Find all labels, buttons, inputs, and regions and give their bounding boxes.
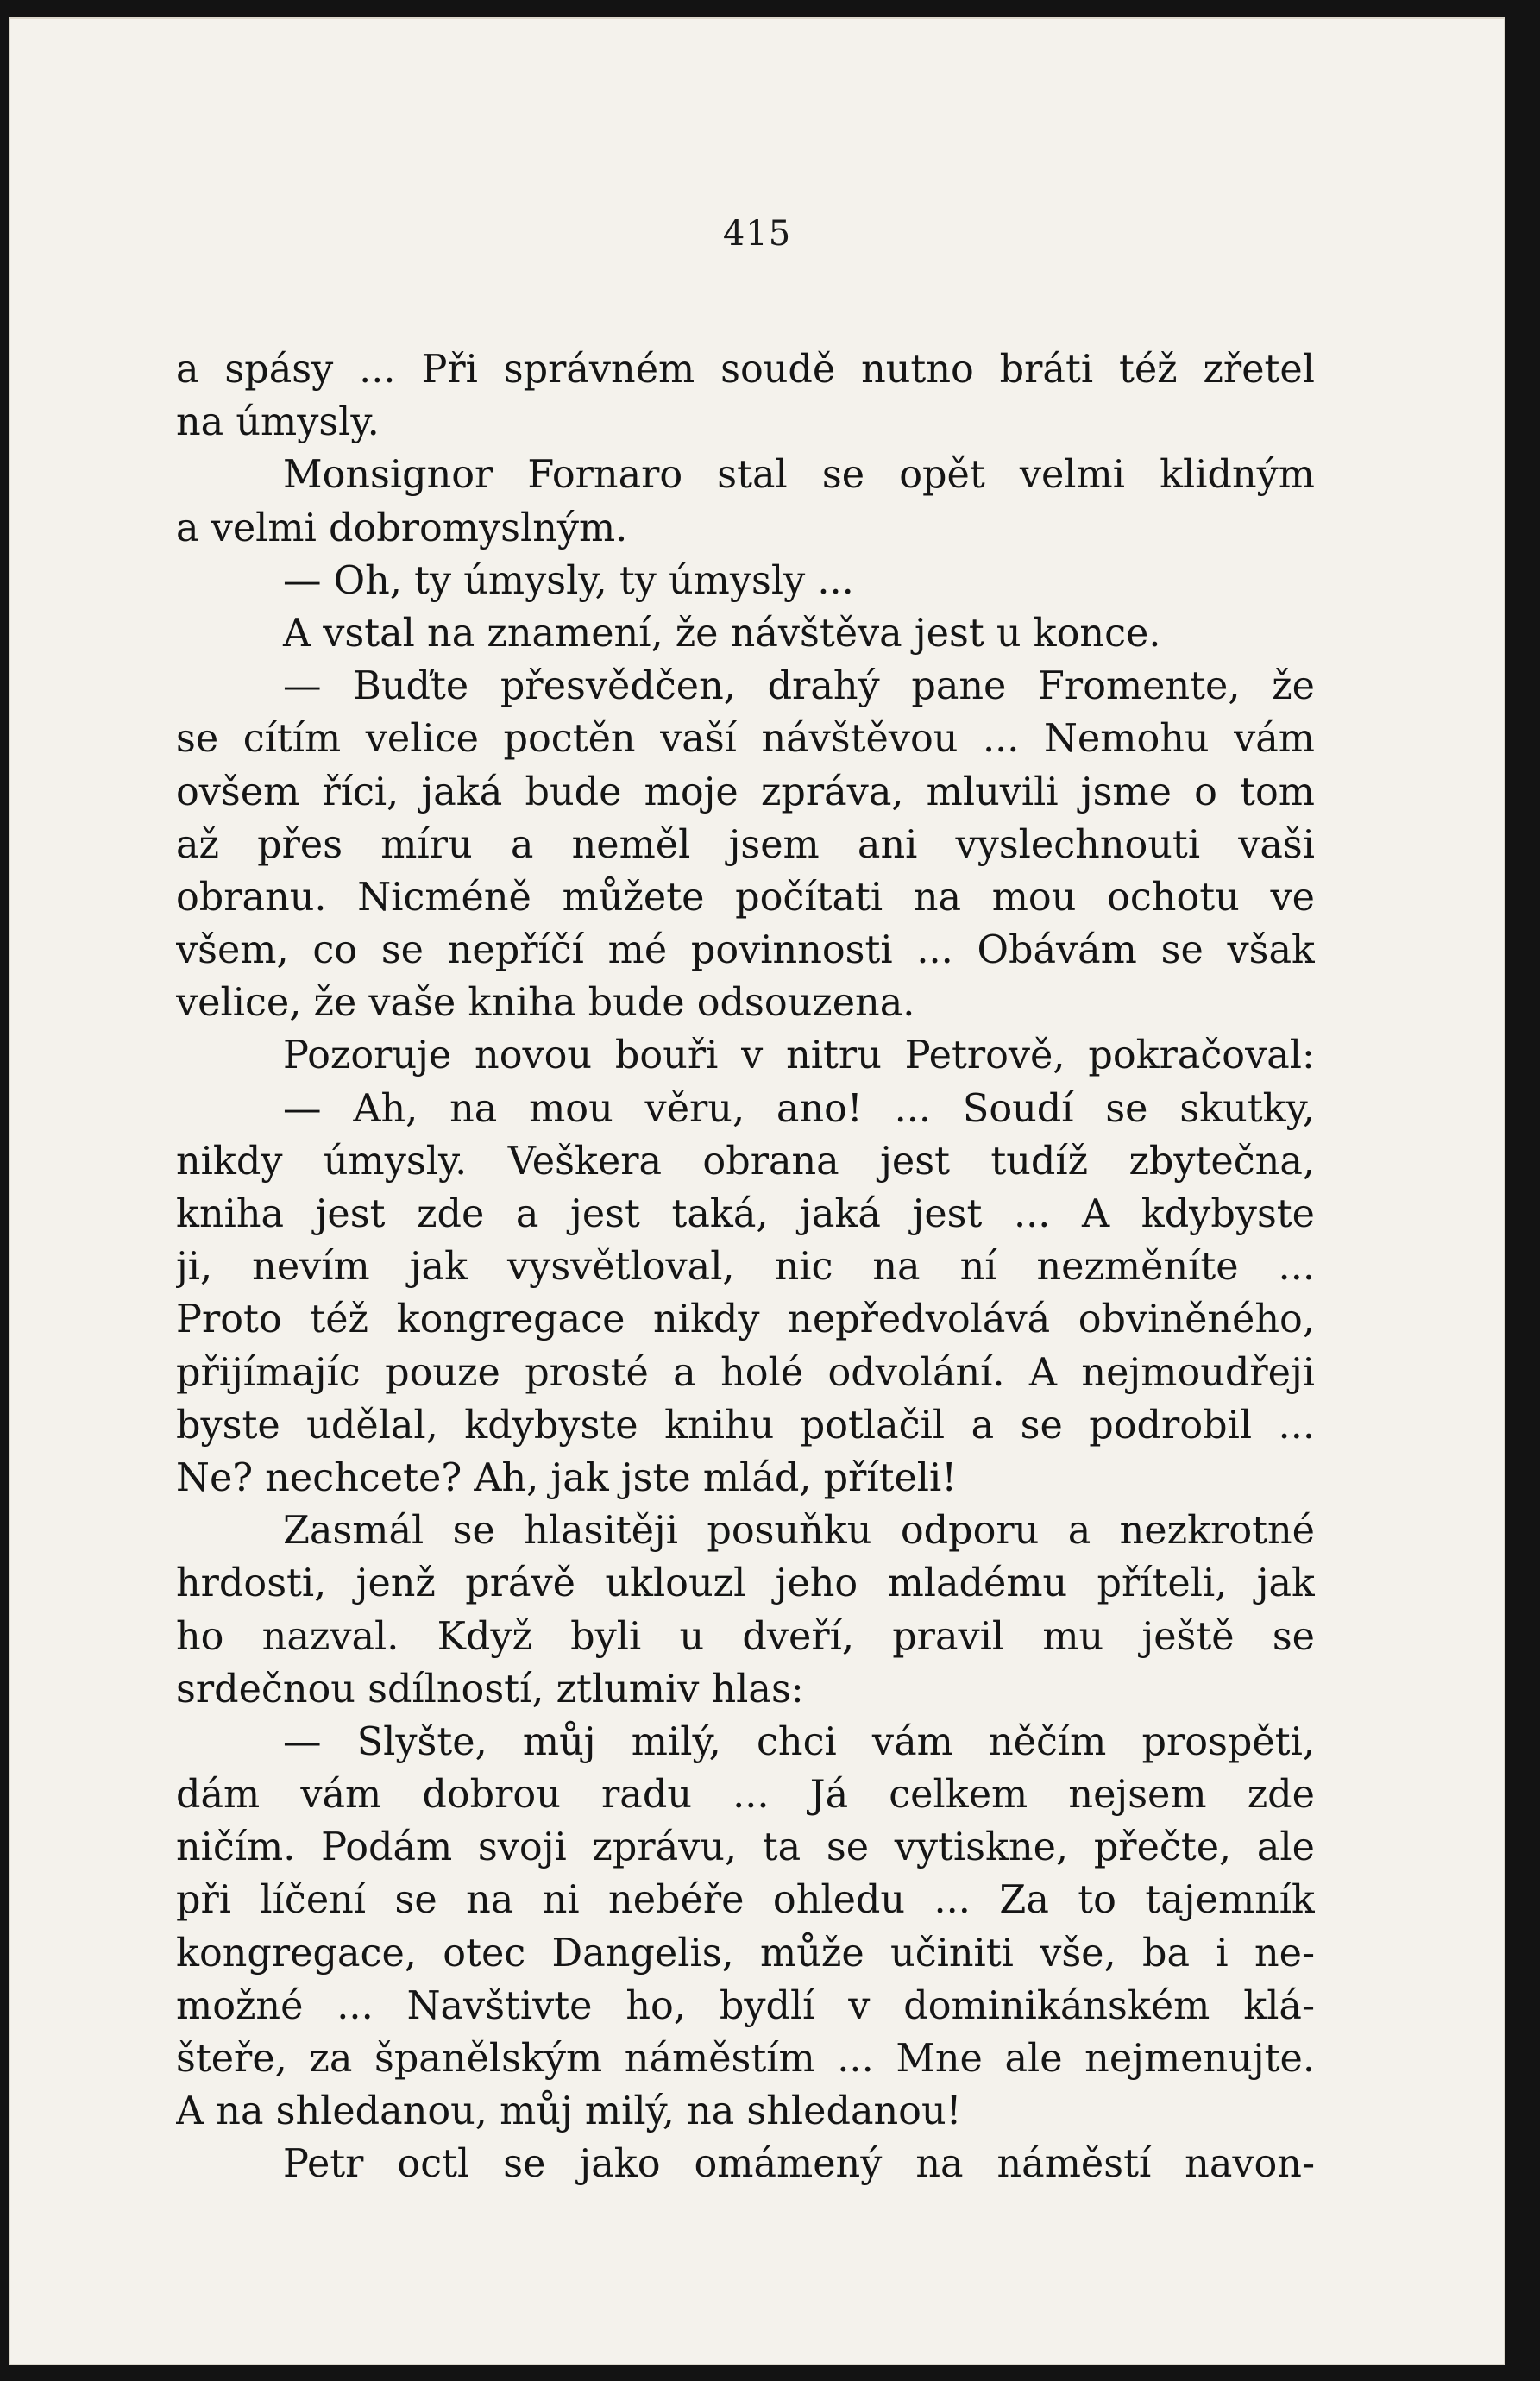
- text-line: šteře, za španělským náměstím ... Mne ale nejmenujte.: [176, 2037, 1315, 2081]
- text-line: velice, že vaše kniha bude odsouzena.: [176, 981, 915, 1026]
- text-line: ji, nevím jak vysvětloval, nic na ní nezměníte ...: [176, 1245, 1315, 1290]
- text-line: na úmysly.: [176, 400, 380, 445]
- text-line: se cítím velice poctěn vaší návštěvou ... Nemohu vám: [176, 717, 1315, 762]
- text-line: možné ... Navštivte ho, bydlí v dominikánském klá-: [176, 1983, 1315, 2028]
- text-line: Petr octl se jako omámený na náměstí navon-: [283, 2142, 1315, 2187]
- text-line: Pozoruje novou bouři v nitru Petrově, pokračoval:: [283, 1033, 1315, 1078]
- text-line: nikdy úmysly. Veškera obrana jest tudíž zbytečna,: [176, 1139, 1315, 1184]
- text-line: všem, co se nepříčí mé povinnosti ... Obávám se však: [176, 928, 1315, 973]
- body-text: [176, 343, 1315, 2191]
- text-line: kniha jest zde a jest taká, jaká jest ... A kdybyste: [176, 1192, 1315, 1236]
- text-line: obranu. Nicméně můžete počítati na mou ochotu ve: [176, 875, 1315, 920]
- text-line: A vstal na znamení, že návštěva jest u konce.: [283, 611, 1161, 656]
- page-number: 415: [722, 214, 792, 254]
- text-line: hrdosti, jenž právě uklouzl jeho mladému příteli, jak: [176, 1561, 1315, 1606]
- text-line: a spásy ... Při správném soudě nutno bráti též zřetel: [176, 348, 1315, 392]
- text-line: A na shledanou, můj milý, na shledanou!: [176, 2089, 962, 2134]
- text-line: Zasmál se hlasitěji posuňku odporu a nezkrotné: [283, 1509, 1315, 1554]
- text-line: až přes míru a neměl jsem ani vyslechnouti vaši: [176, 822, 1315, 867]
- text-line: ovšem říci, jaká bude moje zpráva, mluvili jsme o tom: [176, 770, 1315, 814]
- text-line: ničím. Podám svoji zprávu, ta se vytiskne, přečte, ale: [176, 1825, 1315, 1870]
- text-line: — Buďte přesvědčen, drahý pane Fromente, že: [283, 664, 1315, 709]
- text-line: — Oh, ty úmysly, ty úmysly ...: [283, 558, 854, 603]
- text-line: kongregace, otec Dangelis, může učiniti vše, ba i ne-: [176, 1931, 1315, 1976]
- text-line: Proto též kongregace nikdy nepředvolává obviněného,: [176, 1297, 1315, 1342]
- text-line: Ne? nechcete? Ah, jak jste mlád, příteli!: [176, 1455, 958, 1500]
- text-line: byste udělal, kdybyste knihu potlačil a se podrobil ...: [176, 1403, 1315, 1448]
- text-line: — Ah, na mou věru, ano! ... Soudí se skutky,: [283, 1086, 1315, 1131]
- text-line: Monsignor Fornaro stal se opět velmi klidným: [283, 453, 1315, 498]
- text-line: dám vám dobrou radu ... Já celkem nejsem zde: [176, 1773, 1315, 1818]
- text-line: ho nazval. Když byli u dveří, pravil mu ještě se: [176, 1614, 1315, 1659]
- text-line: srdečnou sdílností, ztlumiv hlas:: [176, 1667, 804, 1712]
- text-line: při líčení se na ni nebéře ohledu ... Za to tajemník: [176, 1878, 1315, 1923]
- text-line: přijímajíc pouze prosté a holé odvolání. A nejmoudřeji: [176, 1350, 1315, 1395]
- text-line: — Slyšte, můj milý, chci vám něčím prospěti,: [283, 1719, 1315, 1764]
- book-page: [9, 17, 1505, 2365]
- text-line: a velmi dobromyslným.: [176, 506, 628, 550]
